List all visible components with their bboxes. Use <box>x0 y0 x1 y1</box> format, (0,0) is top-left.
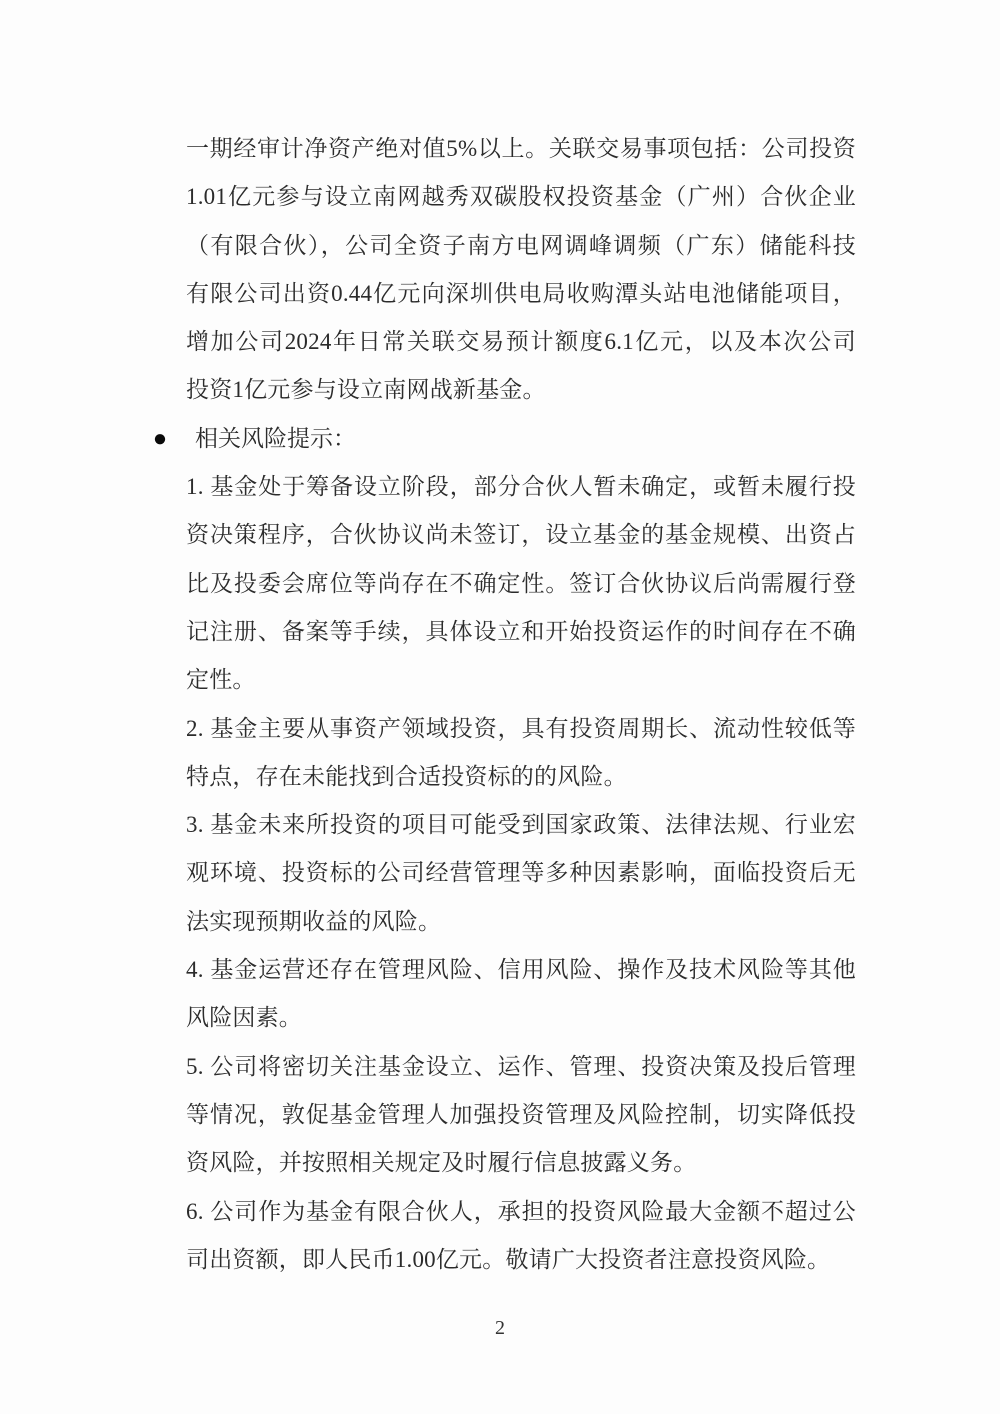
risk-item-line: 5. 公司将密切关注基金设立、运作、管理、投资决策及投后管理 <box>186 1053 856 1079</box>
risk-notice-heading <box>152 415 856 463</box>
intro-line: 投资1亿元参与设立南网战新基金。 <box>186 377 546 403</box>
bullet-icon: ● <box>152 425 168 452</box>
page-number: 2 <box>495 1317 505 1339</box>
risk-notice-heading-label: 相关风险提示： <box>195 425 356 451</box>
risk-item-line: 法实现预期收益的风险。 <box>186 908 442 934</box>
risk-item-line: 特点，存在未能找到合适投资标的的风险。 <box>186 763 627 789</box>
intro-line: （有限合伙），公司全资子南方电网调峰调频（广东）储能科技 <box>186 232 856 258</box>
risk-item-line: 比及投委会席位等尚存在不确定性。签订合伙协议后尚需履行登 <box>186 570 856 596</box>
risk-item-line: 观环境、投资标的公司经营管理等多种因素影响，面临投资后无 <box>186 860 856 886</box>
risk-item-line: 记注册、备案等手续，具体设立和开始投资运作的时间存在不确 <box>186 618 856 644</box>
risk-item-line: 2. 基金主要从事资产领域投资，具有投资周期长、流动性较低等 <box>186 715 856 741</box>
risk-item-line: 定性。 <box>186 667 256 693</box>
risk-item-line: 1. 基金处于筹备设立阶段，部分合伙人暂未确定，或暂未履行投 <box>186 474 856 500</box>
risk-item-line: 3. 基金未来所投资的项目可能受到国家政策、法律法规、行业宏 <box>186 812 856 838</box>
risk-item-line: 等情况，敦促基金管理人加强投资管理及风险控制，切实降低投 <box>186 1101 856 1127</box>
risk-item-line: 司出资额，即人民币1.00亿元。敬请广大投资者注意投资风险。 <box>186 1246 831 1272</box>
intro-line: 有限公司出资0.44亿元向深圳供电局收购潭头站电池储能项目， <box>186 280 856 306</box>
risk-item-line: 6. 公司作为基金有限合伙人，承担的投资风险最大金额不超过公 <box>186 1198 856 1224</box>
intro-line: 增加公司2024年日常关联交易预计额度6.1亿元，以及本次公司 <box>186 329 856 355</box>
intro-line: 1.01亿元参与设立南网越秀双碳股权投资基金（广州）合伙企业 <box>186 184 856 210</box>
risk-item-line: 风险因素。 <box>186 1005 302 1031</box>
intro-line: 一期经审计净资产绝对值5%以上。关联交易事项包括：公司投资 <box>186 136 856 161</box>
risk-item-line: 4. 基金运营还存在管理风险、信用风险、操作及技术风险等其他 <box>186 957 856 983</box>
risk-item-line: 资风险，并按照相关规定及时履行信息披露义务。 <box>186 1150 697 1176</box>
risk-item-line: 资决策程序，合伙协议尚未签订，设立基金的基金规模、出资占 <box>186 522 856 548</box>
document-body <box>152 125 856 1284</box>
